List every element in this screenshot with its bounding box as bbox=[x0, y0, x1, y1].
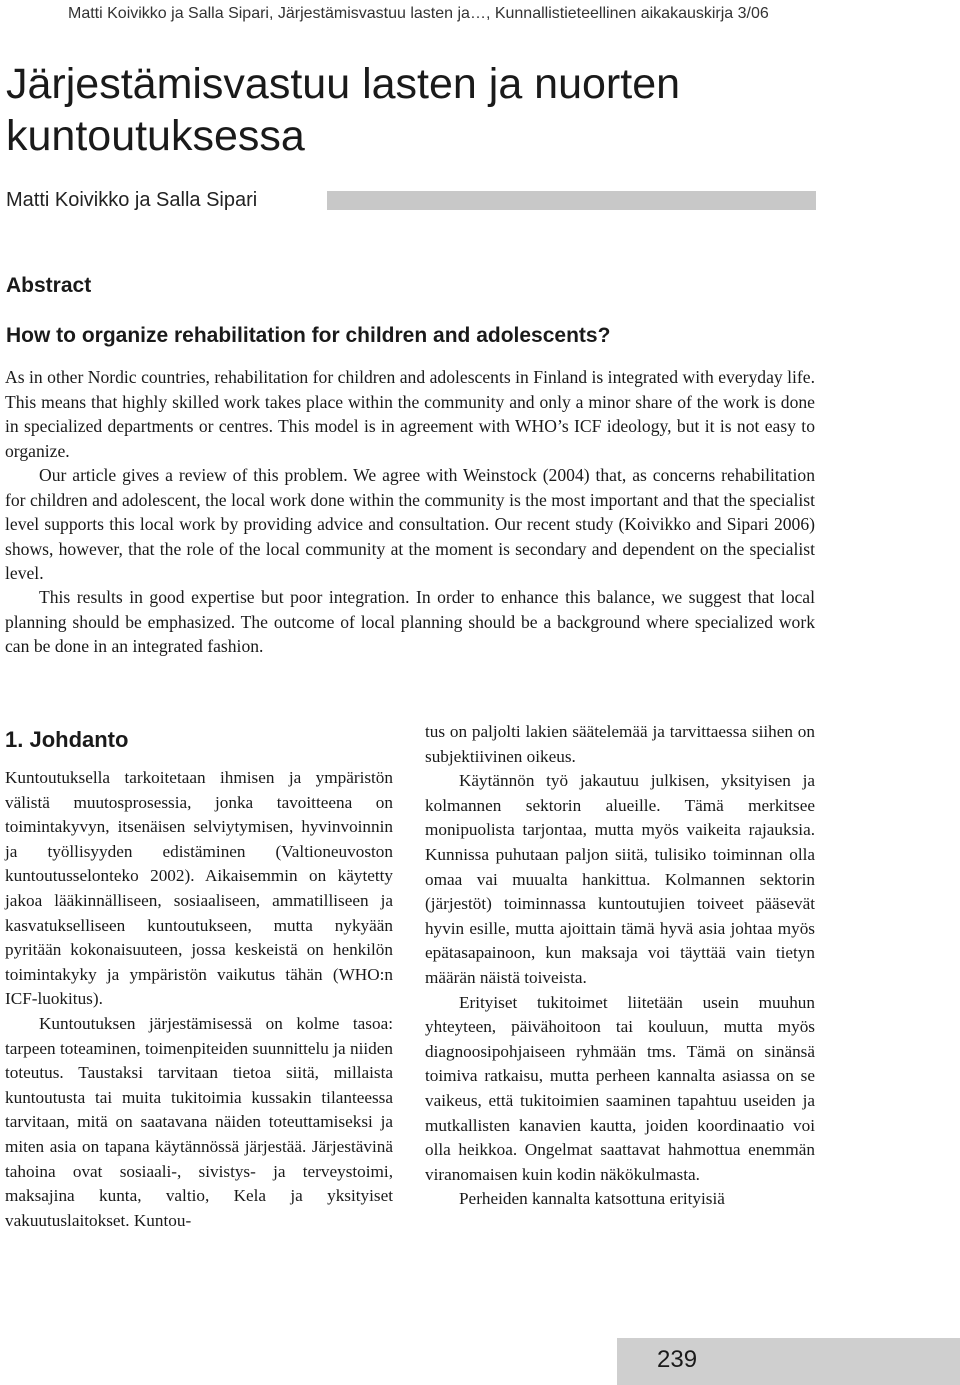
body-paragraph: Käytännön työ jakautuu julkisen, yksityisen ja kolmannen sektorin alueille. Tämä merkitsee monipuolista tarjontaa, mutta myös vaikeita rajauksia. Kunnissa puhutaan paljon siitä, tulisiko toiminnan olla omaa vai muualta hankittua. Kolmannen sektorin (järjestöt) toiminnassa kuntoutujien toiveet pääsevät hyvin esille, mutta ajoittain tämä hyvä asia johtaa myös epätasapainoon, kun maksaja voi täyttää vain tietyn määrän näistä toiveista. bbox=[425, 771, 815, 987]
running-head: Matti Koivikko ja Salla Sipari, Järjestämisvastuu lasten ja…, Kunnallistieteellinen aikakauskirja 3/06 bbox=[68, 5, 769, 22]
body-paragraph: Kuntoutuksella tarkoitetaan ihmisen ja ympäristön välistä muutosprosessia, jonka tavoitteena on toimintakyvyn, itsenäisen selviytymisen, hyvinvoinnin ja työllisyyden edistäminen (Valtioneuvoston kuntoutusselonteko 2002). Aikaisemmin on käytetty jakoa lääkinnälliseen, sosiaaliseen, ammatilliseen ja kasvatukselliseen kuntoutukseen, mutta nykyään pyritään kokonaisuuteen, jossa keskeistä on henkilön toimintakyky ja ympäristön vaikutus tähän (WHO:n ICF-luokitus). bbox=[5, 768, 393, 1009]
page-footer bbox=[617, 1338, 960, 1385]
body-paragraph: tus on paljolti lakien säätelemää ja tarvittaessa siihen on subjektiivinen oikeus. bbox=[425, 722, 815, 766]
body-paragraph: Erityiset tukitoimet liitetään usein muuhun yhteyteen, päivähoitoon tai kouluun, mutta myös diagnoosipohjaiseen ryhmään tms. Tämä on sinänsä toimiva ratkaisu, mutta perheen kannalta asiassa on se vaikeus, että tukitoimien saaminen tapahtuu useiden ja mutkallisten kanavien kautta, joiden koordinaatio voi olla heikkoa. Ongelmat saattavat hahmottua enemmän viranomaisen kuin kodin näkökulmasta. bbox=[425, 992, 815, 1184]
section-heading: 1. Johdanto bbox=[5, 727, 129, 752]
decorative-rule bbox=[327, 191, 816, 210]
abstract-question: How to organize rehabilitation for children and adolescents? bbox=[6, 324, 611, 347]
abstract-heading: Abstract bbox=[6, 274, 92, 297]
body-paragraph: Kuntoutuksen järjestämisessä on kolme tasoa: tarpeen toteaminen, toimenpiteiden suunnittelu ja niiden toteutus. Taustaksi tarvitaan tietoa siitä, millaista kuntoutusta tai muita tukitoimia kussakin tilanteessa tarvitaan, mitä on saatavana näiden toteuttamiseksi ja miten asia on tapana käytännössä järjestää. Järjestävinä tahoina ovat sosiaali-, sivistys- ja terveystoimi, maksajina kunta, valtio, Kela ja yksityiset vakuutuslaitokset. Kuntou- bbox=[5, 1013, 393, 1230]
left-column bbox=[5, 718, 393, 1233]
right-column bbox=[425, 720, 815, 1212]
page-number: 239 bbox=[657, 1346, 698, 1373]
abstract-paragraph: As in other Nordic countries, rehabilitation for children and adolescents in Finland is integrated with everyday life. This means that highly skilled work takes place within the community and only a minor share of the work is done in specialized departments or centres. This model is in agreement with WHO’s ICF ideology, but it is not easy to organize. bbox=[5, 367, 815, 461]
abstract-paragraph: Our article gives a review of this problem. We agree with Weinstock (2004) that, as concerns rehabilitation for children and adolescent, the local work done within the community is the most important and that the specialist level supports this local work by providing advice and consultation. Our recent study (Koivikko and Sipari 2006) shows, however, that the role of the local community at the moment is secondary and dependent on the specialist level. bbox=[5, 465, 815, 583]
article-authors: Matti Koivikko ja Salla Sipari bbox=[6, 189, 258, 211]
abstract-paragraph: This results in good expertise but poor integration. In order to enhance this balance, we suggest that local planning should be emphasized. The outcome of local planning should be a background where specialized work can be done in an integrated fashion. bbox=[5, 587, 815, 656]
body-paragraph: Perheiden kannalta katsottuna erityisiä bbox=[459, 1189, 725, 1209]
article-title: Järjestämisvastuu lasten ja nuorten kuntoutuksessa bbox=[6, 60, 681, 160]
